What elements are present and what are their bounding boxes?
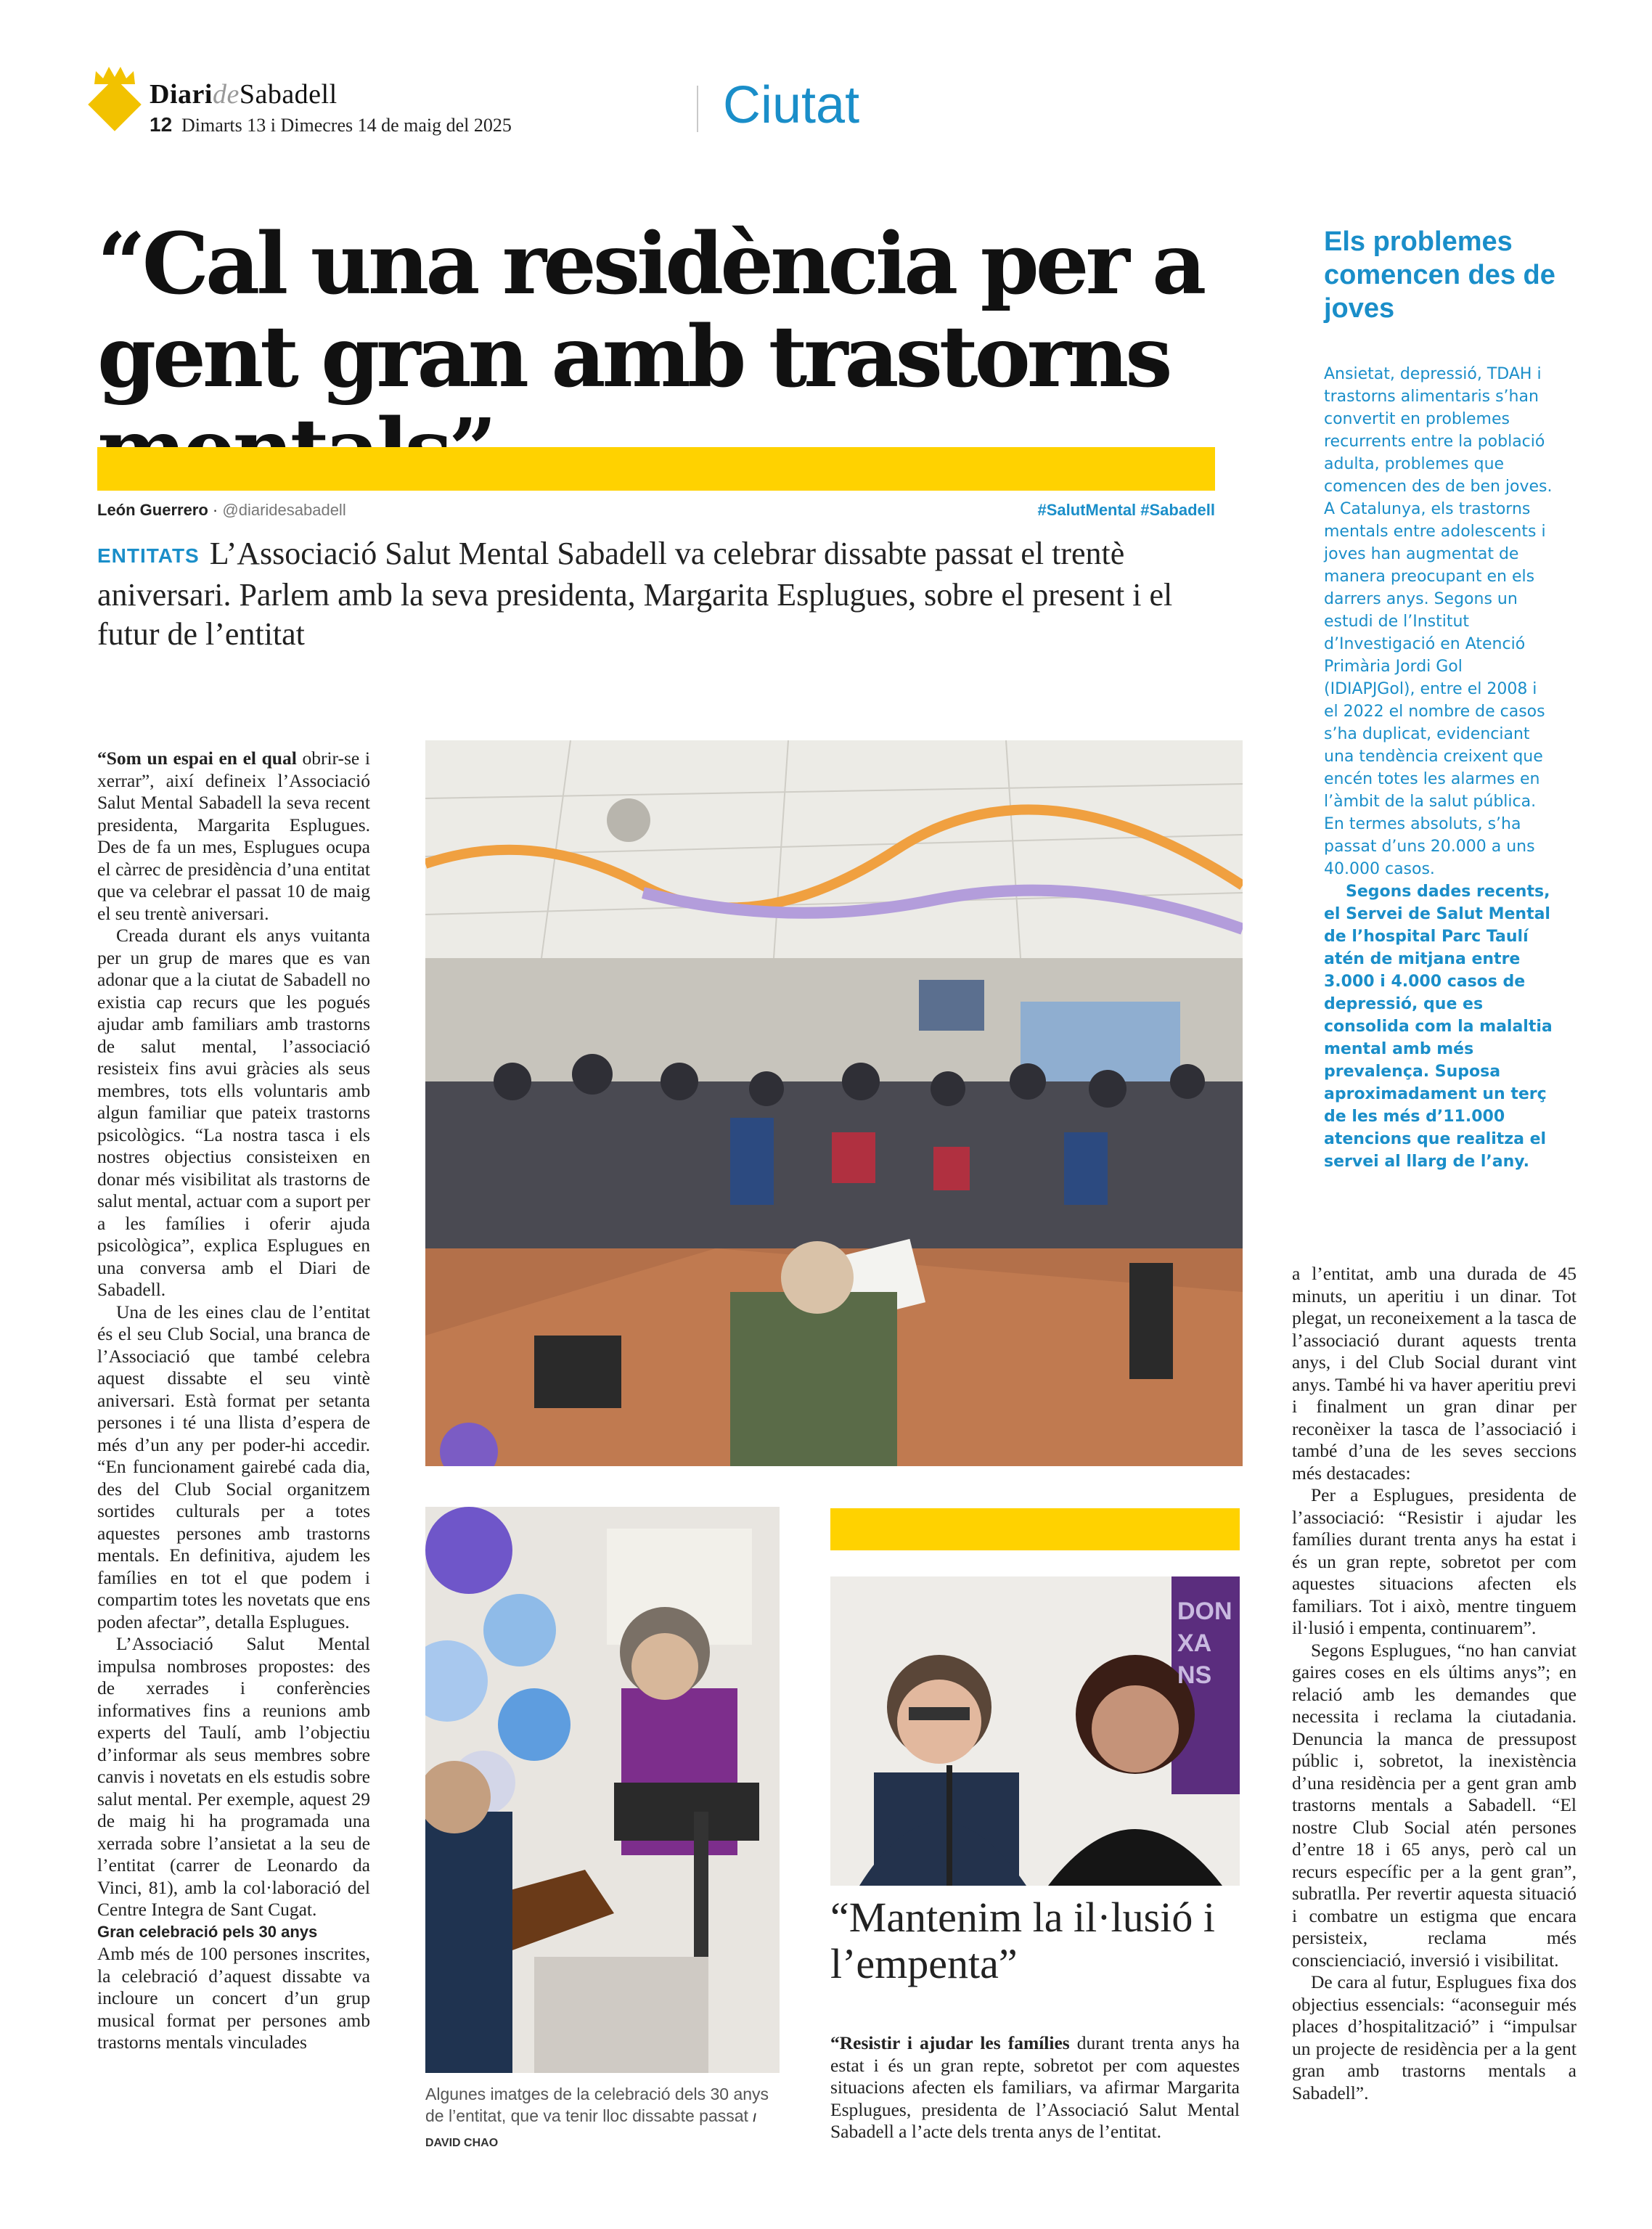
banner-text: DON XA NS bbox=[1177, 1598, 1232, 1689]
singer-guitar-photo bbox=[425, 1507, 780, 2073]
photo-caption: Algunes imatges de la celebració dels 30 anys de l’entitat, que va tenir lloc dissabte passat / DAVID CHAO bbox=[425, 2085, 769, 2149]
sidebar-body: Ansietat, depressió, TDAH i trastorns alimentaris s’han convertit en problemes recurrents entre la població adulta, problemes que comencen des de ben joves. A Catalunya, els trastorns mentals entre adolescents i joves han augmentat de manera preocupant en els darrers anys. Segons un estudi de l’Institut d’Investigació en Atenció Primària Jordi Gol (IDIAPJGol), entre el 2008 i el 2022 el nombre de casos s’ha duplicat, evidenciant una tendència creixent que encén totes les alarmes en l’àmbit de la salut pública. En termes absoluts, s’ha passat d’uns 20.000 a uns 40.000 casos. Segons dades recents, el Servei de Salut Mental de l’hospital Parc Taulí atén de mitjana entre 3.000 i 4.000 casos de depressió, que es consolida com la malaltia mental amb més prevalença. Suposa aproximadament un terç de les més d’11.000 atencions que realitza el servei al llarg de l’any. bbox=[1324, 365, 1553, 1171]
presidents-photo bbox=[830, 1576, 1240, 1886]
logo-diamond-icon bbox=[88, 78, 142, 131]
issue-date: Dimarts 13 i Dimecres 14 de maig del 2025 bbox=[181, 115, 512, 136]
sidebar-title: Els problemes comencen des de joves bbox=[1324, 226, 1555, 324]
section-title[interactable]: Ciutat bbox=[723, 76, 860, 134]
page-number: 12 bbox=[150, 113, 173, 136]
body-column-3: a l’entitat, amb una durada de 45 minuts, un aperitiu i un dinar. Tot plegat, un reconeixement a la tasca de l’associació durant aquests trenta anys, i del Club Social durant vint anys. També hi va haver aperitiu previ i finalment un gran dinar per reconèixer la tasca de l’associació i també d’una de les seves seccions més destacades: Per a Esplugues, presidenta de l’associació: “Resistir i ajudar les famílies durant trenta anys ha estat i és un gran repte, sobretot per com aquestes situacions afecten els familiars. Tot i això, mentre tinguem il·lusió i empenta, continuarem”. Segons Esplugues, “no han canviat gaires coses en els últims anys”; en relació amb les demandes que necessita i reclama la ciutadania. Denuncia la manca de pressupost públic i, sobretot, la inexistència d’una residència per a gent gran amb trastorns mentals a Sabadell. “El nostre Club Social atén persones d’entre 18 i 65 anys, però cal un recurs específic per a la gent gran”, subratlla. Per revertir aquesta situació i combatre un estigma que encara persisteix, reclama més conscienciació, inversió i visibilitat. De cara al futur, Esplugues fixa dos objectius essencials: “aconseguir més places d’hospitalització” i “impulsar un projecte de residència per a la gent gran amb trastorns mentals a Sabadell”. bbox=[1292, 1263, 1577, 2103]
byline: León Guerrero · @diaridesabadell bbox=[97, 501, 346, 519]
kicker: ENTITATS bbox=[97, 544, 200, 567]
quote-accent-bar bbox=[830, 1508, 1240, 1550]
headline-accent-bar bbox=[97, 447, 1215, 491]
pull-quote: “Mantenim la il·lusió i l’empenta” bbox=[830, 1894, 1215, 1987]
article-headline: “Cal una residència per a gent gran amb trastorns bbox=[97, 215, 1203, 406]
body-column-1: “Som un espai en el qual obrir-se i xerrar”, així defineix l’Associació Salut Mental Sabadell la seva recent presidenta, Margarita Esplugues. Des de fa un mes, Esplugues ocupa el càrrec de presidència d’una entitat que va celebrar el passat 10 de maig el seu trentè aniversari. Creada durant els anys vuitanta per un grup de mares que es van adonar que a la ciutat de Sabadell no existia cap recurs que les pogués ajudar amb familiars amb trastorns de salut mental, l’associació resisteix fins avui gràcies als seus membres, tots ells voluntaris amb algun familiar que pateix trastorns psicològics. “La nostra tasca i els nostres objectius consisteixen en donar més visibilitat als trastorns de salut mental, actuar com a suport per a les famílies i oferir ajuda psicològica”, explica Esplugues en una conversa amb el Diari de Sabadell. Una de les eines clau de l’entitat és el seu Club Social, una branca de l’Associació que també celebra aquest dissabte el seu vintè aniversari. Està format per setanta persones i té una llista d’espera de més d’un any per poder-hi accedir. “En funcionament gairebé cada dia, des del Club Social organitzem sortides culturals per a totes aquestes persones amb trastorns mentals. En definitiva, ajudem les famílies en tot el que podem i compartim totes les novetats que ens poden afectar”, detalla Esplugues. L’Associació Salut Mental impulsa nombroses propostes: des de xerrades i conferències informatives fins a reunions amb experts del Taulí, amb l’objectiu d’informar als seus membres sobre canvis i novetats en els estudis sobre salut mental. Per exemple, aquest 29 de maig hi ha programada una xerrada sobre l’ansietat a la seu de l’entitat (carrer de Leonardo da Vinci, 81), amb la col·laboració del Centre Integra de Sant Cugat. Gran celebració pels 30 anys Amb més de 100 persones inscrites, la celebració d’aquest dissabte va incloure un concert d’un grup musical format per persones amb trastorns mentals vinculades bbox=[97, 748, 370, 2053]
main-event-photo bbox=[425, 740, 1243, 1466]
subheading: Gran celebració pels 30 anys bbox=[97, 1922, 318, 1941]
section-divider bbox=[697, 86, 698, 132]
photo-credit: / DAVID CHAO bbox=[425, 2112, 756, 2149]
hashtags[interactable]: #SalutMental #Sabadell bbox=[1037, 501, 1215, 519]
author-name[interactable]: León Guerrero bbox=[97, 501, 208, 519]
author-handle[interactable]: @diaridesabadell bbox=[222, 501, 346, 519]
article-lead: ENTITATS L’Associació Salut Mental Sabadell va celebrar dissabte passat el trentè aniversari. Parlem amb la seva presidenta, Margarita Esplugues, sobre el present i el futur de l’entitat bbox=[97, 536, 1173, 652]
newspaper-brand[interactable]: DiarideSabadell bbox=[150, 79, 338, 110]
quote-body: “Resistir i ajudar les famílies durant trenta anys ha estat i és un gran repte, sobretot per com aquestes situacions afecten els familiars, va afirmar Margarita Esplugues, presidenta de l’Associació Salut Mental Sabadell a l’acte dels trenta anys de l’entitat. bbox=[830, 2032, 1240, 2142]
